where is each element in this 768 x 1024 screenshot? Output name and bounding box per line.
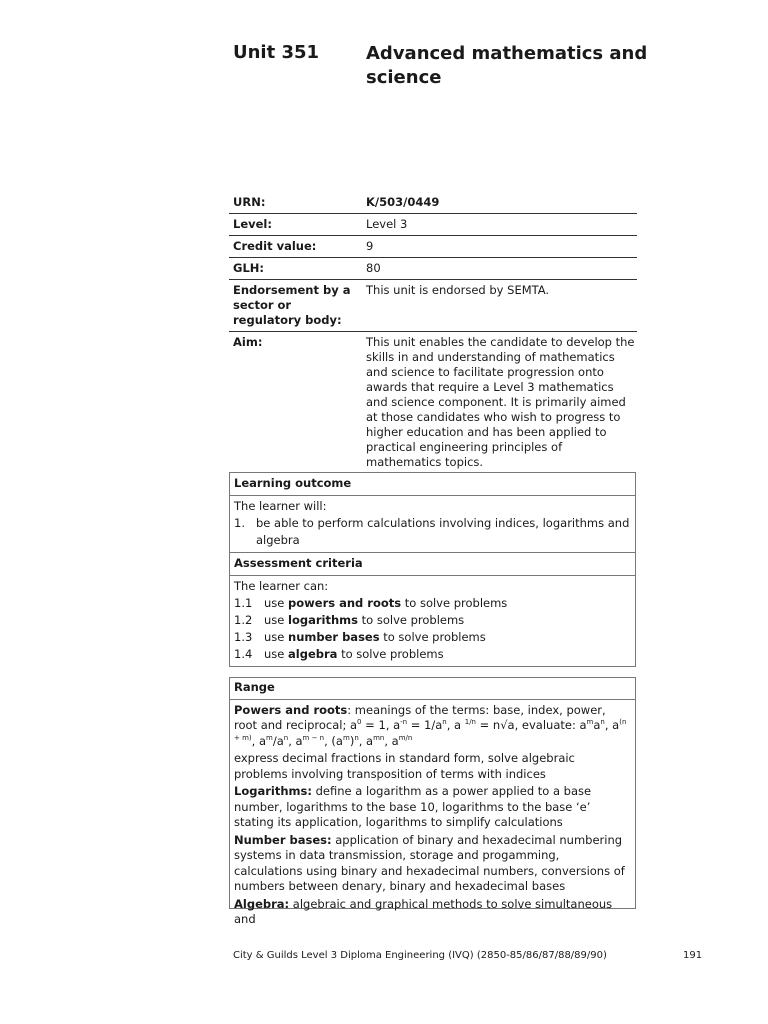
criterion-text: use logarithms to solve problems — [264, 613, 465, 627]
info-row-aim — [229, 332, 637, 473]
criterion-number: 1.4 — [234, 647, 253, 661]
footer-qualification: City & Guilds Level 3 Diploma Engineering (IVQ) (2850-85/86/87/88/89/90) — [233, 950, 607, 961]
range-table — [229, 677, 636, 926]
range-header: Range — [230, 678, 635, 700]
info-key: Credit value: — [233, 239, 317, 253]
info-row-urn — [229, 192, 637, 214]
assessment-criteria-body — [230, 576, 635, 666]
range-express: express decimal fractions in standard form, solve algebraic problems involving transposition of terms with indices — [234, 751, 575, 781]
learning-outcome-intro: The learner will: — [234, 499, 327, 513]
info-value: 80 — [366, 261, 381, 275]
info-value: This unit is endorsed by SEMTA. — [366, 283, 550, 297]
learning-outcome-header: Learning outcome — [230, 473, 635, 496]
assessment-intro: The learner can: — [234, 579, 329, 593]
criterion-number: 1.3 — [234, 630, 253, 644]
outcome-table — [229, 472, 636, 667]
info-row-level — [229, 214, 637, 236]
learning-outcome-body — [230, 496, 635, 553]
unit-info-table — [229, 192, 637, 473]
range-logarithms: Logarithms: define a logarithm as a power applied to a base number, logarithms to the base 10, logarithms to the base ‘e’ stating its application, logarithms to simplify calculations — [234, 784, 592, 829]
page-number: 191 — [683, 950, 703, 961]
info-key: GLH: — [233, 261, 264, 275]
info-value: This unit enables the candidate to develop the skills in and understanding of mathematics and science to facilitate progression onto awards that require a Level 3 mathematics and science component. It is primarily aimed at those candidates who wish to progress to higher education and has been applied to practical engineering principles of mathematics topics. — [366, 335, 635, 469]
info-key: URN: — [233, 195, 266, 209]
range-body — [230, 700, 635, 933]
info-row-glh — [229, 258, 637, 280]
unit-code: Unit 351 — [233, 42, 320, 63]
criterion-text: use powers and roots to solve problems — [264, 596, 508, 610]
criterion-text: use algebra to solve problems — [264, 647, 444, 661]
criterion-1-1 — [234, 595, 631, 612]
criterion-text: use number bases to solve problems — [264, 630, 486, 644]
info-key: Endorsement by a sector or regulatory body: — [233, 283, 351, 327]
learning-outcome-item — [234, 515, 631, 549]
info-key: Aim: — [233, 335, 263, 349]
criterion-number: 1.2 — [234, 613, 253, 627]
unit-title: Advanced mathematics and science — [366, 43, 648, 88]
criterion-1-2 — [234, 612, 631, 629]
range-number-bases: Number bases: application of binary and hexadecimal numbering systems in data transmission, storage and progamming, calculations using binary and hexadecimal numbers, conversions of numbers between denary, binary and hexadecimal bases — [234, 832, 625, 893]
range-algebra: Algebra: algebraic and graphical methods to solve simultaneous and — [234, 896, 613, 926]
criterion-1-4 — [234, 646, 631, 663]
info-key: Level: — [233, 217, 272, 231]
info-value: 9 — [366, 239, 374, 253]
outcome-number: 1. — [234, 516, 245, 530]
info-row-credit — [229, 236, 637, 258]
range-powers-roots: Powers and roots: meanings of the terms: base, index, power, root and reciprocal; $a^0 = 1$, $a^{-n} = 1/a^n$, a $^{1/n}$ = n√a, evaluate: $a^ma^n$, $a^{(n + m)}$, $a^m/a^n$, $a^{m - n}$, $(a^m)^n$, $a^{mn}$, $a^{m/n}$ — [234, 702, 627, 748]
criterion-number: 1.1 — [234, 596, 253, 610]
outcome-text: be able to perform calculations involving indices, logarithms and algebra — [256, 516, 630, 547]
info-row-endorsement — [229, 280, 637, 332]
info-value: Level 3 — [366, 217, 408, 231]
assessment-criteria-header: Assessment criteria — [230, 553, 635, 576]
criterion-1-3 — [234, 629, 631, 646]
info-value: K/503/0449 — [366, 195, 440, 209]
